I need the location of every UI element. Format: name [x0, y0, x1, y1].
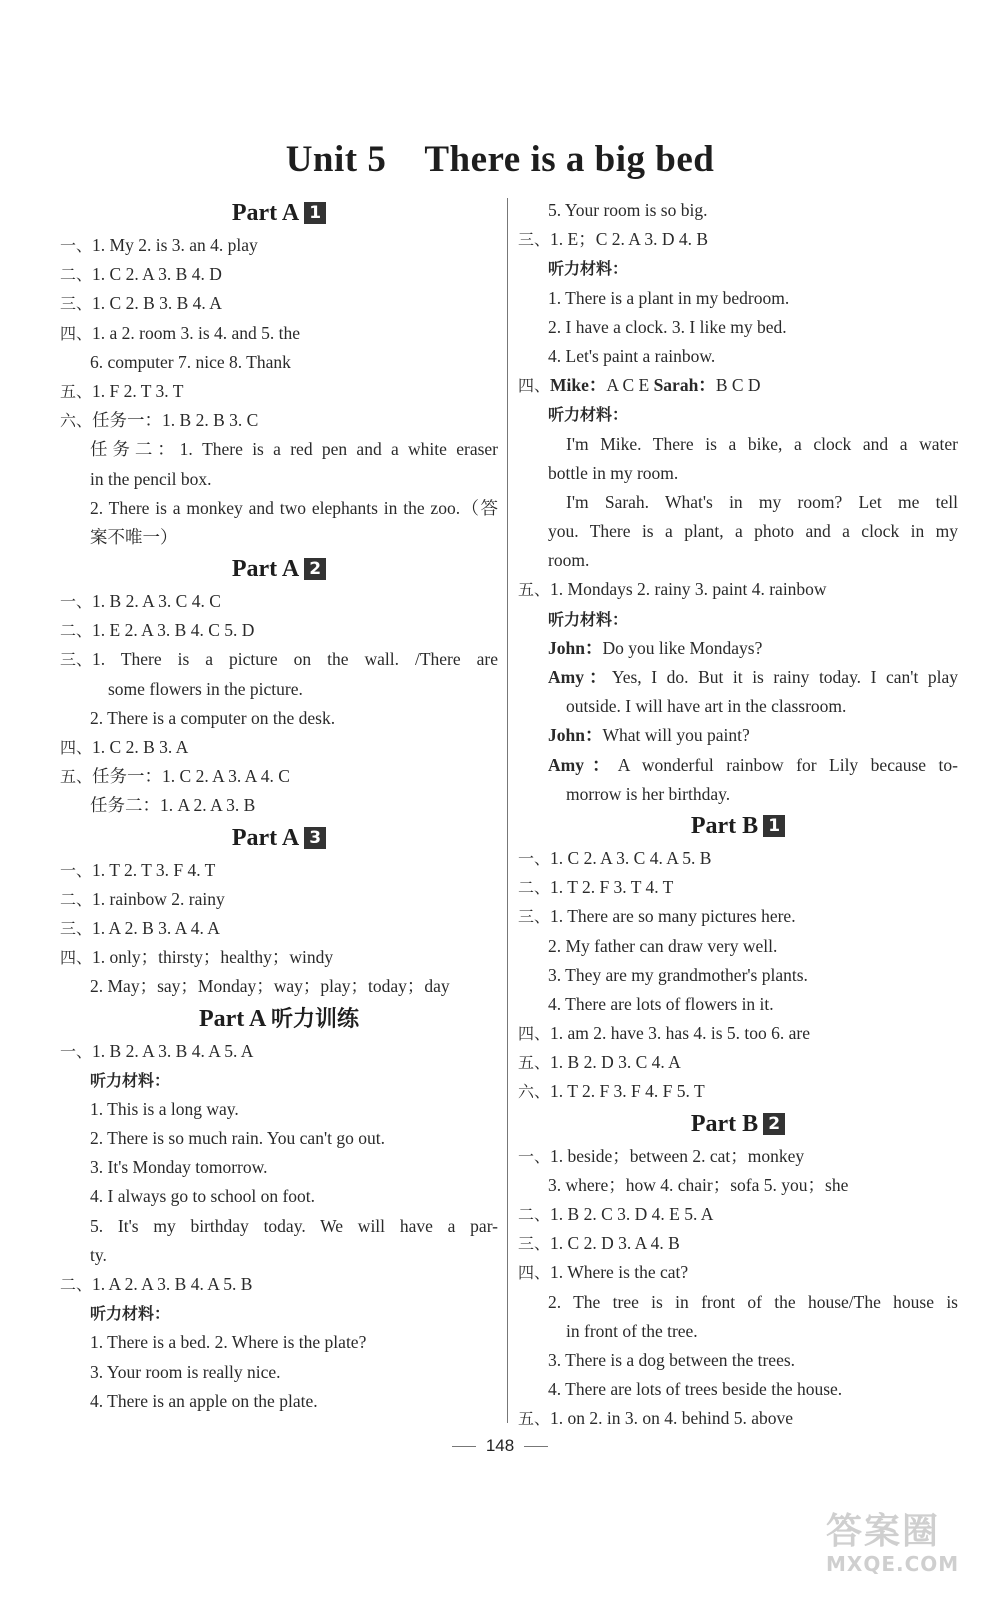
answer-text: A wonderful rainbow for Lily because to-: [617, 754, 958, 775]
question-marker: 二、: [518, 1205, 551, 1224]
answer-line: [60, 675, 498, 704]
answer-line: [518, 575, 958, 604]
section-number-badge: 2: [304, 558, 326, 580]
section-number-badge: 3: [304, 827, 326, 849]
answer-text: outside. I will have art in the classroom.: [566, 696, 847, 717]
answer-text: 任务二：1. A 2. A 3. B: [90, 795, 256, 816]
answer-text: 2. There is so much rain. You can't go out.: [90, 1128, 385, 1149]
answer-line: [60, 856, 498, 885]
answer-text: 1. There is a plant in my bedroom.: [548, 287, 790, 308]
answer-line: [60, 645, 498, 674]
answer-text: 任务一：1. C 2. A 3. A 4. C: [92, 766, 290, 787]
answer-text: 1. B 2. A 3. B 4. A 5. A: [92, 1040, 254, 1061]
answer-text: I'm Sarah. What's in my room? Let me tell: [566, 491, 958, 512]
question-marker: 一、: [60, 236, 93, 255]
column-divider: [507, 198, 508, 1423]
answer-text: 任务一：1. B 2. B 3. C: [92, 410, 259, 431]
answer-line: [518, 342, 958, 371]
speaker-name: Amy：: [548, 667, 612, 687]
answer-line: [60, 1066, 498, 1095]
answer-text: you. There is a plant, a photo and a clock in my: [548, 521, 958, 542]
answer-text: 1. This is a long way.: [90, 1098, 239, 1119]
answer-text: 2. There is a computer on the desk.: [90, 707, 336, 728]
answer-text: 任务二：1. There is a red pen and a white eraser: [90, 439, 498, 460]
question-marker: 三、: [518, 1234, 551, 1254]
answer-line: [60, 616, 498, 645]
answer-line: [518, 1229, 958, 1258]
answer-text: Yes, I do. But it is rainy today. I can't play: [611, 667, 958, 687]
site-watermark: [826, 1512, 976, 1582]
answer-text: What will you paint?: [602, 725, 750, 746]
section-heading-label: Part B: [690, 1110, 759, 1137]
question-marker: 五、: [60, 767, 93, 787]
listening-material-label: 听力材料：: [548, 405, 629, 425]
answer-line: [60, 587, 498, 616]
question-marker: 六、: [518, 1082, 551, 1102]
question-marker: 四、: [518, 1263, 551, 1283]
answer-line: [518, 932, 958, 961]
section-heading-suffix: 听力训练: [270, 1006, 359, 1032]
answer-line: [518, 961, 958, 990]
answer-line: [518, 1077, 958, 1106]
answer-line: [60, 1328, 498, 1357]
answer-line: [60, 1124, 498, 1153]
answer-line: [518, 1404, 958, 1433]
question-marker: 四、: [60, 948, 93, 968]
answer-line: [60, 1358, 498, 1387]
question-marker: 一、: [518, 848, 551, 868]
question-marker: 五、: [518, 1409, 551, 1429]
answer-line: [518, 663, 958, 692]
answer-text: 1. B 2. D 3. C 4. A: [550, 1052, 681, 1073]
answer-line: [518, 605, 958, 634]
section-heading-label: Part A: [231, 824, 300, 851]
answer-line: [518, 873, 958, 902]
answer-line: [60, 762, 498, 791]
section-heading-label: Part A: [231, 200, 300, 226]
answer-line: [518, 692, 958, 721]
answer-text: 1. Mondays 2. rainy 3. paint 4. rainbow: [550, 579, 827, 600]
section-number-badge: 2: [763, 1113, 785, 1135]
answer-text: 1. T 2. F 3. F 4. F 5. T: [550, 1081, 705, 1102]
section-heading-label: Part A: [231, 556, 300, 583]
answer-text: 1. B 2. A 3. C 4. C: [92, 591, 221, 612]
answer-text: A C E: [606, 375, 654, 396]
answer-text: ty.: [90, 1244, 107, 1265]
answer-text: 2. May；say；Monday；way；play；today；day: [90, 976, 450, 997]
answer-text: some flowers in the picture.: [108, 678, 303, 699]
answer-text: 2. There is a monkey and two elephants in the zoo.（答: [90, 497, 498, 518]
answer-line: [518, 196, 958, 225]
answer-text: 1. E；C 2. A 3. D 4. B: [550, 229, 709, 250]
answer-line: [60, 943, 498, 972]
answer-line: [60, 260, 498, 289]
question-marker: 四、: [60, 738, 93, 757]
speaker-name: Mike：: [550, 375, 607, 396]
section-number-badge: 1: [304, 202, 326, 224]
section-heading: [60, 1002, 498, 1037]
question-marker: 二、: [60, 621, 93, 641]
answer-text: 3. There is a dog between the trees.: [548, 1349, 796, 1370]
answer-text: morrow is her birthday.: [566, 783, 731, 804]
answer-line: [60, 1241, 498, 1270]
answer-text: 1. Where is the cat?: [550, 1262, 689, 1283]
answer-text: in front of the tree.: [566, 1320, 698, 1341]
section-heading: [518, 1107, 958, 1142]
answer-line: [60, 319, 498, 348]
section-heading-label: Part A: [198, 1005, 265, 1032]
answer-text: 1. C 2. A 3. B 4. D: [92, 264, 222, 285]
listening-material-label: 听力材料：: [90, 1304, 171, 1324]
answer-text: 1. A 2. B 3. A 4. A: [92, 917, 220, 938]
question-marker: 四、: [518, 1024, 551, 1044]
answer-line: [60, 1037, 498, 1066]
answer-text: 1. am 2. have 3. has 4. is 5. too 6. are: [550, 1023, 811, 1044]
answer-text: 2. I have a clock. 3. I like my bed.: [548, 316, 787, 337]
answer-line: [518, 990, 958, 1019]
question-marker: 二、: [60, 889, 93, 909]
answer-line: [518, 1019, 958, 1048]
answer-text: 4. Let's paint a rainbow.: [548, 345, 716, 366]
answer-line: [60, 1212, 498, 1241]
answer-line: [518, 430, 958, 459]
answer-text: B C D: [715, 375, 761, 396]
left-column: [60, 196, 498, 1416]
answer-line: [518, 751, 958, 780]
answer-line: [60, 289, 498, 318]
unit-topic: There is a big bed: [424, 139, 715, 180]
answer-line: [60, 791, 498, 820]
answer-line: [518, 254, 958, 283]
answer-line: [518, 634, 958, 663]
answer-line: [60, 348, 498, 377]
unit-label: Unit 5: [285, 139, 387, 180]
question-marker: 三、: [518, 907, 551, 927]
answer-line: [60, 231, 498, 260]
answer-text: 3. It's Monday tomorrow.: [90, 1157, 268, 1178]
answer-text: 5. It's my birthday today. We will have a par-: [90, 1215, 498, 1236]
section-heading: [60, 196, 498, 231]
answer-text: 3. where；how 4. chair；sofa 5. you；she: [548, 1174, 849, 1195]
watermark-logo: 答案圈: [826, 1511, 941, 1552]
answer-text: room.: [548, 550, 590, 571]
answer-line: [518, 313, 958, 342]
answer-text: 3. Your room is really nice.: [90, 1361, 281, 1382]
question-marker: 六、: [60, 411, 93, 431]
listening-material-label: 听力材料：: [548, 609, 629, 629]
answer-text: 1. C 2. B 3. A: [92, 737, 189, 757]
answer-text: 4. There are lots of flowers in it.: [548, 993, 774, 1014]
answer-text: in the pencil box.: [90, 468, 212, 489]
speaker-name: John：: [548, 725, 603, 746]
question-marker: 一、: [60, 592, 93, 612]
answer-line: [60, 465, 498, 494]
question-marker: 四、: [60, 323, 93, 343]
listening-material-label: 听力材料：: [548, 259, 629, 279]
answer-text: 1. A 2. A 3. B 4. A 5. B: [92, 1274, 253, 1294]
answer-text: 5. Your room is so big.: [548, 200, 708, 220]
answer-text: I'm Mike. There is a bike, a clock and a water: [566, 433, 958, 454]
answer-text: 1. a 2. room 3. is 4. and 5. the: [92, 322, 301, 343]
answer-line: [60, 494, 498, 523]
answer-line: [60, 377, 498, 406]
answer-line: [60, 704, 498, 733]
answer-line: [518, 546, 958, 575]
answer-line: [518, 1048, 958, 1077]
answer-line: [60, 1270, 498, 1299]
question-marker: 五、: [518, 580, 551, 600]
answer-line: [518, 459, 958, 488]
answer-line: [518, 1346, 958, 1375]
question-marker: 五、: [60, 381, 93, 401]
question-marker: 一、: [60, 1041, 93, 1061]
answer-text: 4. There are lots of trees beside the house.: [548, 1379, 843, 1400]
answer-text: Do you like Mondays?: [602, 637, 763, 658]
right-column: [518, 196, 958, 1434]
section-number-badge: 1: [763, 815, 785, 837]
speaker-name: John：: [548, 637, 603, 658]
answer-line: [518, 1317, 958, 1346]
answer-text: 1. rainbow 2. rainy: [92, 888, 225, 909]
answer-text: 案不唯一）: [90, 526, 178, 547]
speaker-name: Sarah：: [653, 375, 716, 396]
answer-text: 1. E 2. A 3. B 4. C 5. D: [92, 620, 255, 641]
answer-text: 1. on 2. in 3. on 4. behind 5. above: [550, 1408, 794, 1429]
answer-line: [60, 523, 498, 552]
question-marker: 一、: [518, 1146, 551, 1166]
question-marker: 三、: [60, 294, 93, 314]
answer-text: 2. My father can draw very well.: [548, 935, 778, 956]
answer-line: [60, 733, 498, 762]
answer-line: [60, 1387, 498, 1416]
question-marker: 二、: [60, 1275, 93, 1294]
question-marker: 四、: [518, 376, 551, 396]
answer-text: 1. T 2. F 3. T 4. T: [550, 877, 674, 898]
answer-line: [518, 1200, 958, 1229]
speaker-name: Amy：: [548, 754, 618, 775]
answer-line: [518, 844, 958, 873]
page-number: 148: [0, 1436, 1000, 1456]
answer-line: [518, 1142, 958, 1171]
answer-text: 1. F 2. T 3. T: [92, 380, 184, 401]
answer-text: 1. There are so many pictures here.: [550, 906, 796, 927]
answer-line: [518, 1288, 958, 1317]
answer-line: [60, 406, 498, 435]
answer-text: 1. My 2. is 3. an 4. play: [92, 235, 258, 255]
question-marker: 三、: [60, 650, 93, 670]
answer-text: 4. I always go to school on foot.: [90, 1186, 316, 1207]
question-marker: 二、: [518, 878, 551, 898]
page-title: [0, 138, 1000, 181]
section-heading: [60, 552, 498, 587]
answer-text: 1. C 2. D 3. A 4. B: [550, 1233, 680, 1254]
answer-text: 1. only；thirsty；healthy；windy: [92, 947, 334, 968]
answer-line: [518, 225, 958, 254]
answer-line: [60, 1182, 498, 1211]
answer-line: [518, 371, 958, 400]
section-heading: [518, 809, 958, 844]
answer-text: 6. computer 7. nice 8. Thank: [90, 351, 291, 372]
answer-line: [518, 721, 958, 750]
question-marker: 三、: [518, 230, 551, 250]
answer-text: 1. There is a bed. 2. Where is the plate?: [90, 1332, 367, 1353]
answer-line: [518, 902, 958, 931]
answer-text: bottle in my room.: [548, 462, 679, 483]
answer-line: [60, 435, 498, 464]
answer-text: 1. C 2. A 3. C 4. A 5. B: [550, 847, 712, 868]
question-marker: 五、: [518, 1053, 551, 1073]
section-heading-label: Part B: [690, 812, 759, 839]
question-marker: 三、: [60, 918, 93, 938]
answer-line: [60, 1299, 498, 1328]
answer-line: [60, 1095, 498, 1124]
answer-text: 1. C 2. B 3. B 4. A: [92, 293, 222, 314]
answer-line: [518, 284, 958, 313]
answer-line: [60, 914, 498, 943]
answer-text: 1. B 2. C 3. D 4. E 5. A: [550, 1204, 714, 1224]
answer-line: [518, 517, 958, 546]
answer-line: [518, 1171, 958, 1200]
answer-line: [60, 1153, 498, 1182]
watermark-site: MXQE.COM: [826, 1552, 960, 1576]
question-marker: 一、: [60, 860, 93, 880]
answer-line: [518, 488, 958, 517]
answer-line: [518, 780, 958, 809]
answer-line: [518, 400, 958, 429]
question-marker: 二、: [60, 265, 93, 285]
answer-text: 1. beside；between 2. cat；monkey: [550, 1145, 805, 1166]
answer-line: [60, 972, 498, 1001]
answer-text: 1. T 2. T 3. F 4. T: [92, 859, 216, 880]
answer-line: [518, 1375, 958, 1404]
section-heading: [60, 821, 498, 856]
answer-text: 4. There is an apple on the plate.: [90, 1390, 318, 1411]
answer-line: [60, 885, 498, 914]
answer-text: 2. The tree is in front of the house/The house is: [548, 1291, 958, 1312]
answer-text: 3. They are my grandmother's plants.: [548, 964, 808, 985]
answer-text: 1. There is a picture on the wall. /There are: [92, 649, 498, 670]
listening-material-label: 听力材料：: [90, 1070, 171, 1090]
answer-line: [518, 1258, 958, 1287]
